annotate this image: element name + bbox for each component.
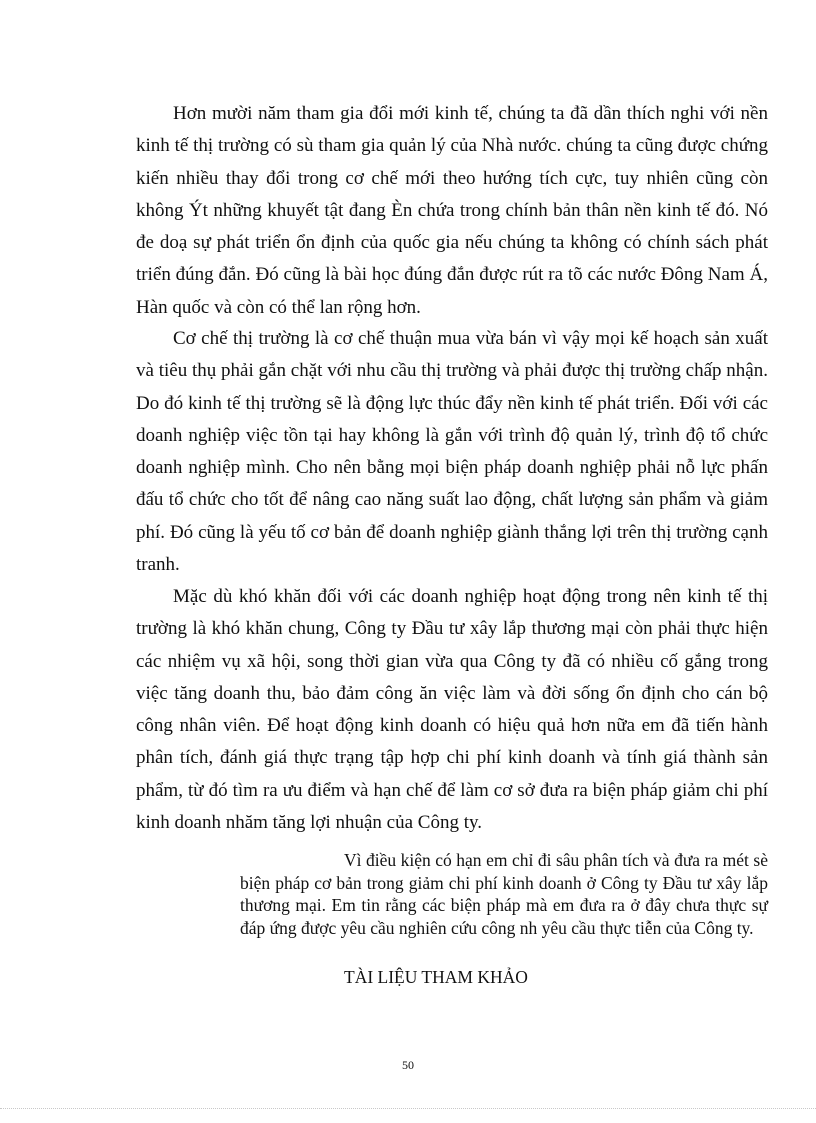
body-paragraph-2: Cơ chế thị trường là cơ chế thuận mua vừa bán vì vậy mọi kế hoạch sản xuất và tiêu thụ phải gắn chặt với nhu cầu thị trường và phải được thị trường chấp nhận. Do đó kinh tế thị trường sẽ là động lực thúc đẩy nền kinh tế phát triển. Đối với các doanh nghiệp việc tồn tại hay không là gắn với trình độ quản lý, trình độ tổ chức doanh nghiệp mình. Cho nên bằng mọi biện pháp doanh nghiệp phải nỗ lực phấn đấu tổ chức cho tốt để nâng cao năng suất lao động, chất lượng sản phẩm và giảm phí. Đó cũng là yếu tố cơ bản để doanh nghiệp giành thắng lợi trên thị trường cạnh tranh. xyxy=(136,328,768,576)
page-bottom-divider xyxy=(0,1108,816,1109)
references-heading: TÀI LIỆU THAM KHẢO xyxy=(344,967,528,987)
body-paragraph-1: Hơn mười năm tham gia đổi mới kinh tế, chúng ta đã dần thích nghi với nền kinh tế thị trường có sù tham gia quản lý của Nhà nước. chúng ta cũng được chứng kiến nhiều thay đổi trong cơ chế mới theo hướng tích cực, tuy nhiên cũng còn không Ýt những khuyết tật đang Èn chứa trong chính bản thân nền kinh tế đó. Nó đe doạ sự phát triển ổn định của quốc gia nếu chúng ta không có chính sách phát triển đúng đắn. Đó cũng là bài học đúng đắn được rút ra tõ các nước Đông Nam Á, Hàn quốc và còn có thể lan rộng hơn. xyxy=(136,103,768,318)
body-paragraph-3: Mặc dù khó khăn đối với các doanh nghiệp hoạt động trong nên kinh tế thị trường là khó khăn chung, Công ty Đầu tư xây lắp thương mại còn phải thực hiện các nhiệm vụ xã hội, song thời gian vừa qua Công ty đã có nhiều cố gắng trong việc tăng doanh thu, bảo đảm công ăn việc làm và đời sống ổn định cho cán bộ công nhân viên. Để hoạt động kinh doanh có hiệu quả hơn nữa em đã tiến hành phân tích, đánh giá thực trạng tập hợp chi phí kinh doanh và tính giá thành sản phẩm, từ đó tìm ra ưu điểm và hạn chế để làm cơ sở đưa ra biện pháp giảm chi phí kinh doanh nhăm tăng lợi nhuận của Công ty. xyxy=(136,586,768,834)
page-number: 50 xyxy=(402,1058,414,1072)
indented-paragraph: Vì điều kiện có hạn em chỉ đi sâu phân tích và đưa ra mét sè biện pháp cơ bản trong giảm chi phí kinh doanh ở Công ty Đầu tư xây lắp thương mại. Em tin rằng các biện pháp mà em đưa ra ở đây chưa thực sự đáp ứng được yêu cầu nghiên cứu công nh yêu cầu thực tiễn của Công ty. xyxy=(240,850,768,938)
